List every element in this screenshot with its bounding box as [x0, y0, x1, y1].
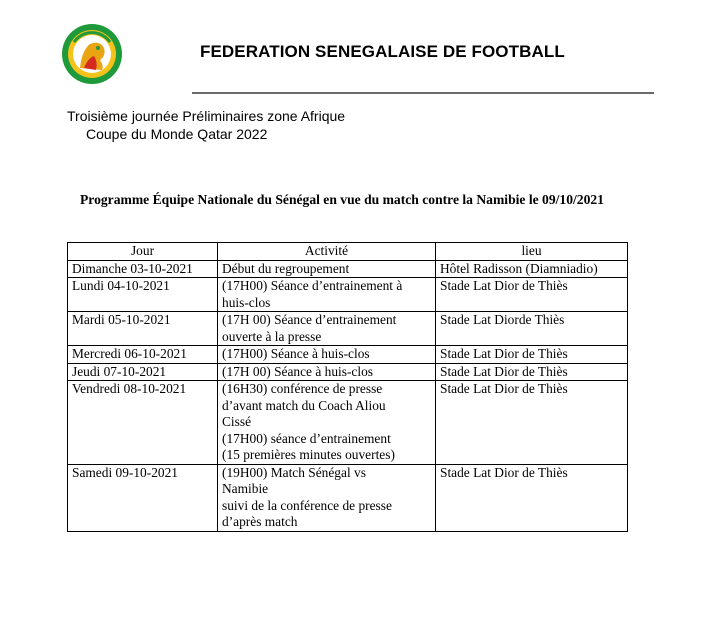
cell-activite	[218, 363, 436, 381]
programme-title: Programme Équipe Nationale du Sénégal en vue du match contre la Namibie le 09/10/2021	[80, 192, 604, 207]
cell-lieu: Stade Lat Dior de Thiès	[436, 381, 628, 465]
activity-line: huis-clos	[222, 294, 271, 310]
activity-line: (17H00) Séance d’entrainement à	[222, 278, 403, 293]
table-row	[68, 346, 628, 364]
column-header-lieu: lieu	[436, 243, 628, 261]
cell-activite	[218, 260, 436, 278]
cell-lieu: Stade Lat Dior de Thiès	[436, 278, 628, 312]
cell-activite	[218, 278, 436, 312]
cell-lieu: Stade Lat Dior de Thiès	[436, 346, 628, 364]
activity-line: d’après match	[222, 514, 298, 529]
activity-line: Début du regroupement	[222, 260, 350, 276]
table-row	[68, 381, 628, 465]
cell-activite	[218, 464, 436, 531]
cell-jour: Mardi 05-10-2021	[68, 312, 218, 346]
table-row	[68, 312, 628, 346]
activity-line: (17H 00) Séance à huis-clos	[222, 363, 373, 379]
cell-activite	[218, 346, 436, 364]
cell-lieu: Stade Lat Dior de Thiès	[436, 363, 628, 381]
activity-line: (19H00) Match Sénégal vs	[222, 464, 366, 480]
competition-name: Coupe du Monde Qatar 2022	[86, 126, 268, 142]
table-row	[68, 260, 628, 278]
cell-jour: Jeudi 07-10-2021	[68, 363, 218, 381]
cell-lieu: Stade Lat Dior de Thiès	[436, 464, 628, 531]
activity-line: d’avant match du Coach Aliou	[222, 397, 386, 413]
activity-line: (16H30) conférence de presse	[222, 381, 383, 396]
cell-jour: Vendredi 08-10-2021	[68, 381, 218, 465]
activity-line: (17H00) séance d’entrainement	[222, 430, 391, 446]
cell-jour: Dimanche 03-10-2021	[68, 260, 218, 278]
activity-line: ouverte à la presse	[222, 328, 322, 344]
activity-line: (15 premières minutes ouvertes)	[222, 447, 395, 462]
header-divider	[192, 92, 654, 94]
activity-line: Namibie	[222, 481, 269, 496]
cell-lieu: Stade Lat Diorde Thiès	[436, 312, 628, 346]
competition-round: Troisième journée Préliminaires zone Afrique	[67, 108, 346, 124]
activity-line: Cissé	[222, 414, 252, 429]
table-row	[68, 278, 628, 312]
cell-jour: Lundi 04-10-2021	[68, 278, 218, 312]
schedule-table	[67, 242, 628, 532]
cell-activite	[218, 312, 436, 346]
table-row	[68, 363, 628, 381]
cell-jour: Samedi 09-10-2021	[68, 464, 218, 531]
cell-jour: Mercredi 06-10-2021	[68, 346, 218, 364]
organization-name: FEDERATION SENEGALAISE DE FOOTBALL	[200, 42, 565, 61]
cell-activite	[218, 381, 436, 465]
table-header-row	[68, 243, 628, 261]
activity-line: suivi de la conférence de presse	[222, 497, 392, 513]
column-header-activite: Activité	[218, 243, 436, 261]
table-row	[68, 464, 628, 531]
activity-line: (17H00) Séance à huis-clos	[222, 346, 370, 361]
cell-lieu: Hôtel Radisson (Diamniadio)	[436, 260, 628, 278]
fsf-logo	[60, 22, 124, 86]
column-header-jour: Jour	[68, 243, 218, 261]
activity-line: (17H 00) Séance d’entrainement	[222, 312, 397, 327]
